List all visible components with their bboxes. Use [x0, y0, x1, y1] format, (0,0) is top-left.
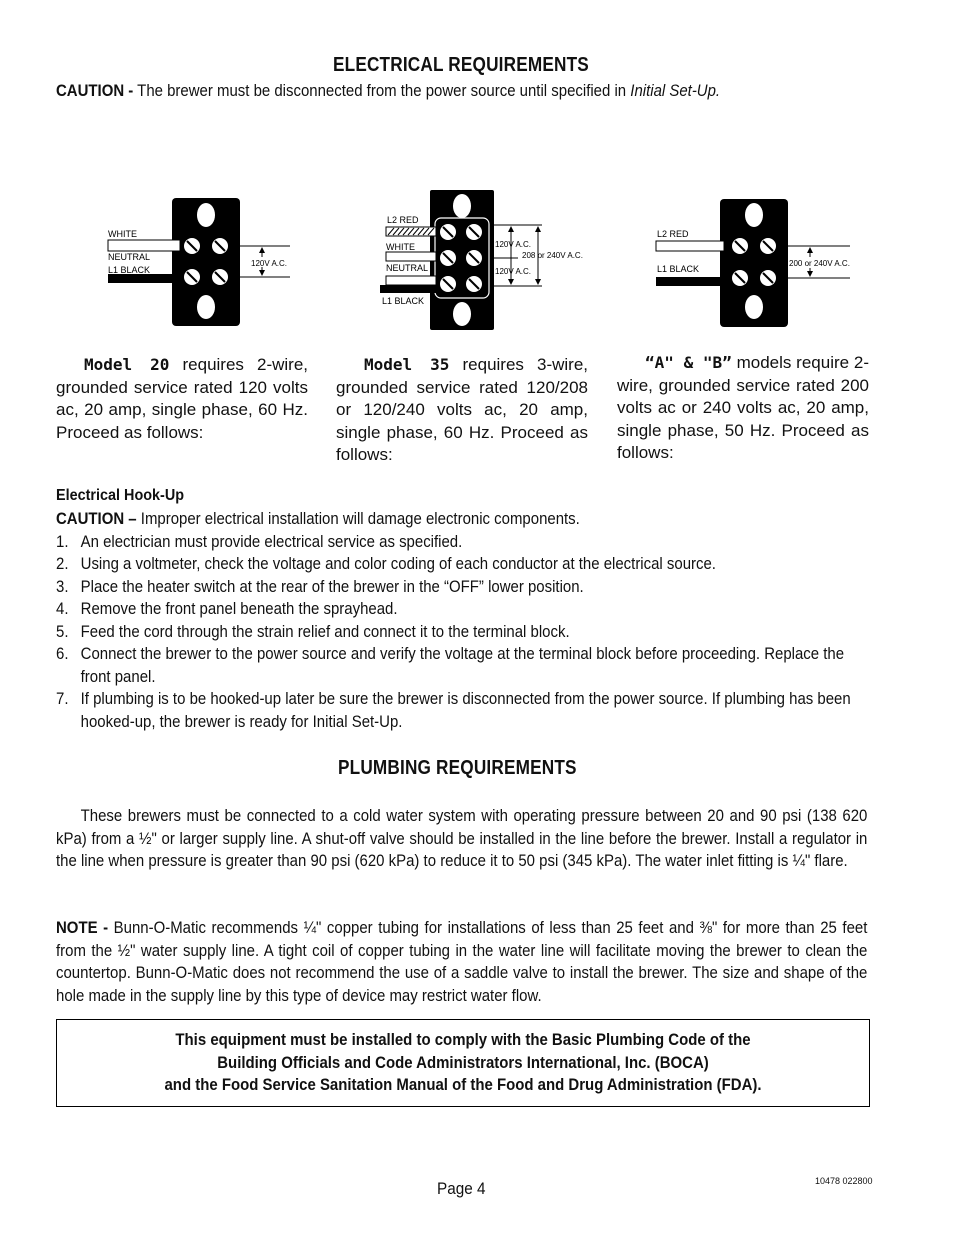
hookup-step: [56, 531, 867, 554]
m20-l1-label: L1 BLACK: [108, 265, 151, 275]
mab-voltage-label: 200 or 240V A.C.: [789, 259, 850, 268]
hookup-step: [56, 576, 867, 599]
caution-text: The brewer must be disconnected from the power source until specified in: [133, 81, 631, 100]
note-label: NOTE -: [56, 918, 109, 937]
hookup-step-number: 6.: [56, 644, 69, 663]
model35-description: [336, 354, 588, 467]
hookup-step-number: 7.: [56, 689, 69, 708]
hookup-caution-label: CAUTION –: [56, 509, 137, 528]
model20-description: [56, 354, 308, 444]
model35-wiring-diagram: [378, 188, 588, 333]
m35-neutral-label: NEUTRAL: [386, 263, 429, 273]
hookup-section: [56, 508, 867, 733]
caution-label: CAUTION -: [56, 81, 134, 100]
hookup-step-text: Feed the cord through the strain relief and connect it to the terminal block.: [80, 621, 570, 641]
m35-v3-label: 120V A.C.: [495, 267, 532, 276]
m35-v2-label: 208 or 240V A.C.: [522, 251, 583, 260]
hookup-step-number: 5.: [56, 621, 69, 641]
m35-v1-label: 120V A.C.: [495, 240, 532, 249]
hookup-step: [56, 598, 867, 621]
m20-voltage-label: 120V A.C.: [251, 259, 288, 268]
hookup-caution: [56, 508, 867, 531]
m35-white-label: WHITE: [386, 242, 415, 252]
hookup-step-text: An electrician must provide electrical service as specified.: [80, 531, 463, 551]
hookup-step-text: If plumbing is to be hooked-up later be sure the brewer is disconnected from the power source. If plumbing has been hooked-up, the brewer is ready for Initial Set-Up.: [80, 689, 851, 731]
hookup-step-text: Using a voltmeter, check the voltage and color coding of each conductor at the electrical source.: [80, 554, 716, 573]
mab-l1-label: L1 BLACK: [657, 264, 700, 274]
notice-line1: This equipment must be installed to comply with the Basic Plumbing Code of the: [175, 1030, 751, 1049]
model35-text: requires 3-wire, grounded service rated 120/208 or 120/240 volts ac, 20 amp, single phase, 60 Hz. Proceed as follows:: [336, 355, 589, 464]
plumbing-paragraph: These brewers must be connected to a cold water system with operating pressure between 20 and 90 psi (138 620 kPa) from a ½" or larger supply line. A shut-off valve should be installed in the line before the brewer. Install a regulator in the line when pressure is greater than 90 psi (620 kPa) to reduce it to 50 psi (345 kPa). The water inlet fitting is ¼" flare.: [56, 806, 868, 870]
hookup-step: [56, 553, 867, 576]
notice-line3: and the Food Service Sanitation Manual of the Food and Drug Administration (FDA).: [164, 1075, 762, 1094]
model20-wiring-diagram: [100, 195, 300, 330]
m20-neutral-label: NEUTRAL: [108, 252, 151, 262]
hookup-step: [56, 621, 867, 644]
modelAB-wiring-diagram: [650, 195, 860, 330]
modelAB-name: “A" & "B”: [645, 353, 732, 372]
modelAB-text: models require 2-wire, grounded service rated 200 volts ac or 240 volts ac, 20 amp, single phase, 50 Hz. Proceed as follows:: [617, 353, 869, 462]
hookup-step-number: 4.: [56, 599, 69, 618]
hookup-step-number: 2.: [56, 554, 69, 573]
page-number: Page 4: [437, 1179, 486, 1198]
document-number: 10478 022800: [815, 1176, 873, 1186]
model20-text: requires 2-wire, grounded service rated 120 volts ac, 20 amp, single phase, 60 Hz. Proceed as follows:: [56, 355, 309, 442]
code-compliance-notice: [56, 1019, 870, 1107]
note-text: Bunn-O-Matic recommends ¼" copper tubing for installations of less than 25 feet and ⅜" for more than 25 feet from the ½" water supply line. A tight coil of copper tubing in the water line will facilitate moving the brewer to clean the countertop. Bunn-O-Matic does not recommend the use of a saddle valve to install the brewer. The size and shape of the hole made in the supply line by this type of device may restrict water flow.: [56, 918, 868, 1005]
hookup-heading: Electrical Hook-Up: [56, 487, 185, 504]
model35-name: Model 35: [364, 355, 450, 374]
model20-name: Model 20: [84, 355, 170, 374]
plumbing-heading: PLUMBING REQUIREMENTS: [338, 757, 577, 779]
caution-italic: Initial Set-Up.: [630, 81, 721, 100]
m20-white-label: WHITE: [108, 229, 137, 239]
hookup-step-text: Connect the brewer to the power source and verify the voltage at the terminal block before proceeding. Replace the front panel.: [80, 644, 845, 686]
hookup-step: [56, 643, 867, 688]
notice-line2: Building Officials and Code Administrators International, Inc. (BOCA): [217, 1052, 709, 1072]
hookup-step-text: Remove the front panel beneath the sprayhead.: [80, 599, 398, 618]
hookup-step-text: Place the heater switch at the rear of the brewer in the “OFF” lower position.: [80, 576, 584, 596]
hookup-step-number: 3.: [56, 576, 69, 596]
hookup-caution-text: Improper electrical installation will damage electronic components.: [136, 509, 580, 528]
hookup-step-number: 1.: [56, 531, 69, 551]
modelAB-description: [617, 352, 869, 465]
hookup-step: [56, 688, 867, 733]
mab-l2-label: L2 RED: [657, 229, 689, 239]
m35-l2-label: L2 RED: [387, 215, 419, 225]
plumbing-note: [56, 917, 867, 1007]
electrical-caution: [56, 80, 720, 103]
m35-l1-label: L1 BLACK: [382, 296, 425, 306]
electrical-heading: ELECTRICAL REQUIREMENTS: [333, 54, 589, 76]
